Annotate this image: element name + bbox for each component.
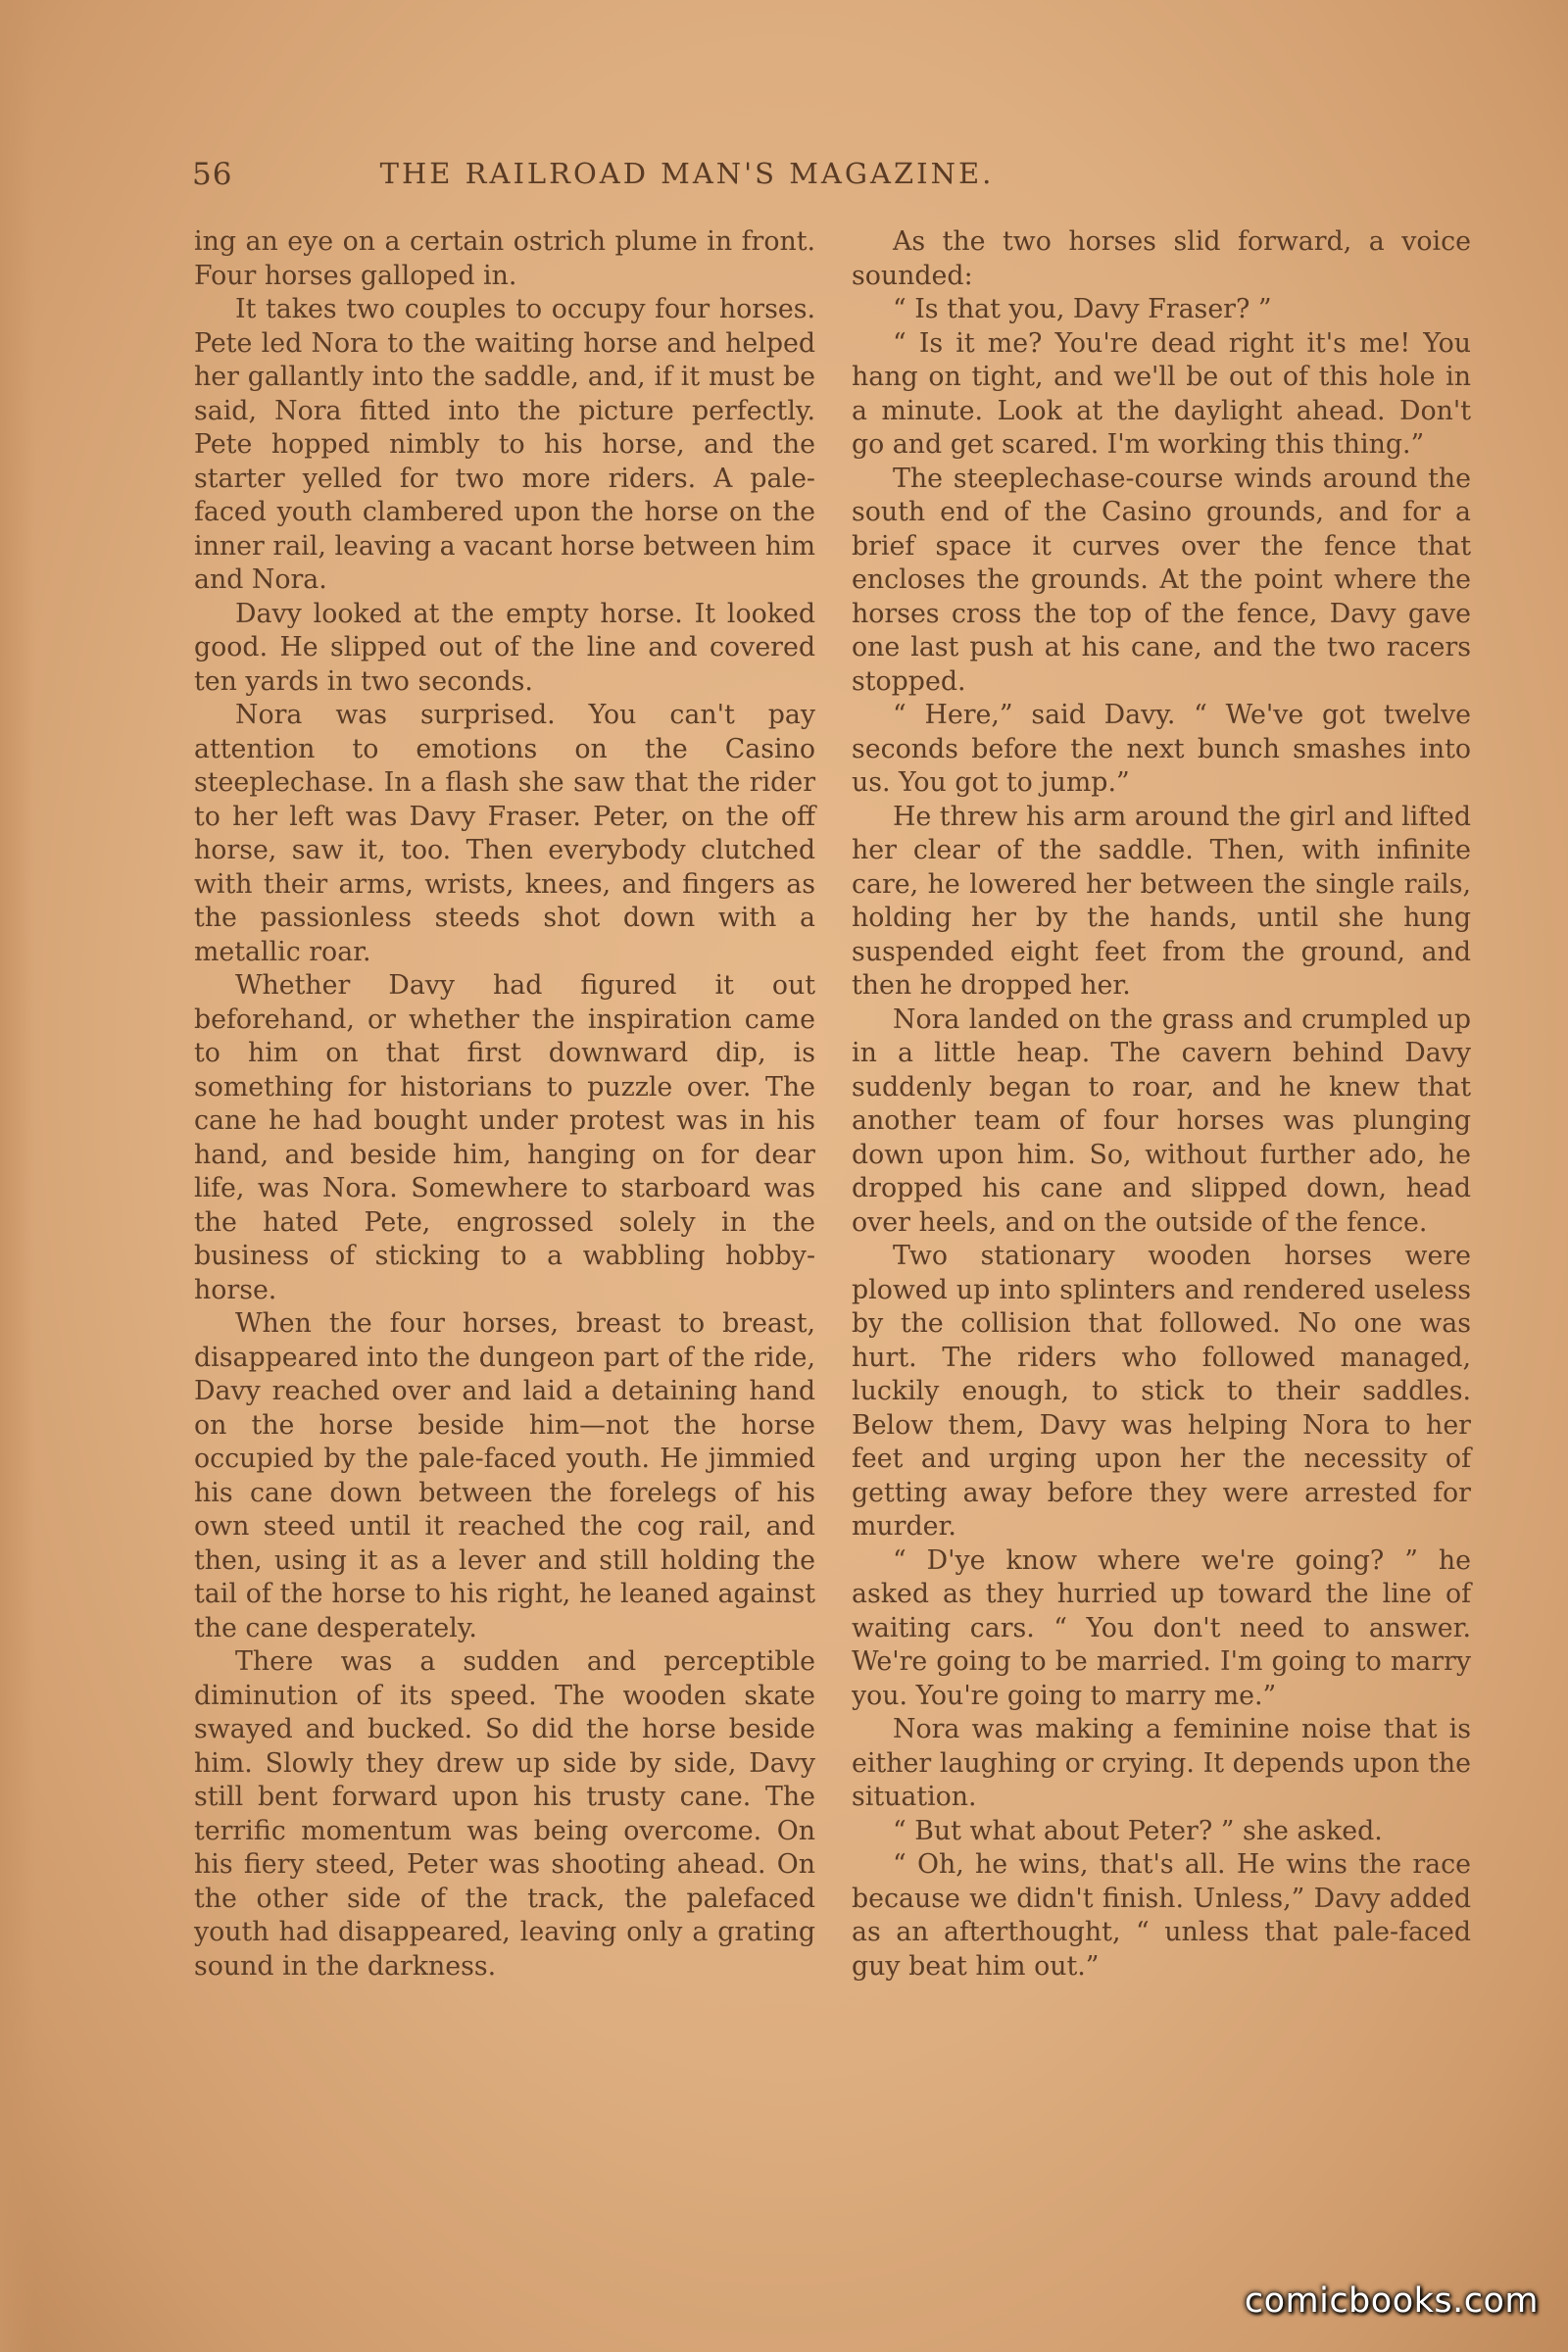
right-column <box>852 225 1471 1984</box>
paragraph: When the four horses, breast to breast, disappeared into the dungeon part of the ride, Davy reached over and laid a detaining hand on the horse beside him—not the horse occupied by the pale-faced youth. He jimmied his cane down between the forelegs of his own steed until it reached the cog rail, and then, using it as a lever and still holding the tail of the horse to his right, he leaned against the cane desperately. <box>194 1308 815 1643</box>
paragraph: “ But what about Peter? ” she asked. <box>893 1815 1383 1846</box>
left-column <box>194 225 815 1984</box>
paragraph: Nora was making a feminine noise that is either laughing or crying. It depends upon the situation. <box>852 1714 1471 1812</box>
paragraph: “ Is it me? You're dead right it's me! You hang on tight, and we'll be out of this hole in a minute. Look at the daylight ahead. Don't go and get scared. I'm working this thing.” <box>852 327 1471 460</box>
paragraph: Nora was surprised. You can't pay attention to emotions on the Casino steeplechase. In a flash she saw that the rider to her left was Davy Fraser. Peter, on the off horse, saw it, too. Then everybody clutched with their arms, wrists, knees, and fingers as the passionless steeds shot down with a metallic roar. <box>194 700 815 967</box>
paragraph: As the two horses slid forward, a voice sounded: <box>852 226 1471 291</box>
page-edge-shadow <box>0 0 35 2352</box>
paragraph: Two stationary wooden horses were plowed up into splinters and rendered useless by the collision that followed. No one was hurt. The riders who followed managed, luckily enough, to stick to their saddles. Below them, Davy was helping Nora to her feet and urging upon her the necessity of getting away before they were arrested for murder. <box>852 1241 1471 1542</box>
paragraph: “ Here,” said Davy. “ We've got twelve seconds before the next bunch smashes into us. You got to jump.” <box>852 700 1471 798</box>
paragraph: He threw his arm around the girl and lifted her clear of the saddle. Then, with infinite care, he lowered her between the single rails, holding her by the hands, until she hung suspended eight feet from the ground, and then he dropped her. <box>852 801 1471 1001</box>
paragraph: “ D'ye know where we're going? ” he asked as they hurried up toward the line of waiting cars. “ You don't need to answer. We're going to be married. I'm going to marry you. You're going to marry me.” <box>852 1544 1471 1711</box>
paragraph: It takes two couples to occupy four horses. Pete led Nora to the waiting horse and helped her gallantly into the saddle, and, if it must be said, Nora fitted into the picture perfectly. Pete hopped nimbly to his horse, and the starter yelled for two more riders. A pale-faced youth clambered upon the horse on the inner rail, leaving a vacant horse between him and Nora. <box>194 294 815 595</box>
paragraph: Nora landed on the grass and crumpled up in a little heap. The cavern behind Davy suddenly began to roar, and he knew that another team of four horses was plunging down upon him. So, without further ado, he dropped his cane and slipped down, head over heels, and on the outside of the fence. <box>852 1004 1471 1238</box>
paragraph: Davy looked at the empty horse. It looked good. He slipped out of the line and covered ten yards in two seconds. <box>194 598 815 697</box>
paragraph: There was a sudden and perceptible diminution of its speed. The wooden skate swayed and bucked. So did the horse beside him. Slowly they drew up side by side, Davy still bent forward upon his trusty cane. The terrific momentum was being overcome. On his fiery steed, Peter was shooting ahead. On the other side of the track, the palefaced youth had disappeared, leaving only a grating sound in the darkness. <box>194 1646 815 1982</box>
paragraph: Whether Davy had figured it out beforehand, or whether the inspiration came to him on that first downward dip, is something for historians to puzzle over. The cane he had bought under protest was in his hand, and beside him, hanging on for dear life, was Nora. Somewhere to starboard was the hated Pete, engrossed solely in the business of sticking to a wabbling hobby-horse. <box>194 970 815 1305</box>
paragraph: The steeplechase-course winds around the south end of the Casino grounds, and for a brief space it curves over the fence that encloses the grounds. At the point where the horses cross the top of the fence, Davy gave one last push at his cane, and the two racers stopped. <box>852 463 1471 697</box>
page-number: 56 <box>192 157 233 192</box>
page-header <box>192 157 1182 200</box>
paragraph: “ Is that you, Davy Fraser? ” <box>893 294 1272 324</box>
watermark: comicbooks.com <box>1244 2281 1539 2321</box>
paragraph: “ Oh, he wins, that's all. He wins the race because we didn't finish. Unless,” Davy added as an afterthought, “ unless that pale-faced guy beat him out.” <box>852 1849 1471 1982</box>
paragraph: ing an eye on a certain ostrich plume in front. Four horses galloped in. <box>194 226 815 291</box>
running-head: THE RAILROAD MAN'S MAGAZINE. <box>379 157 995 190</box>
